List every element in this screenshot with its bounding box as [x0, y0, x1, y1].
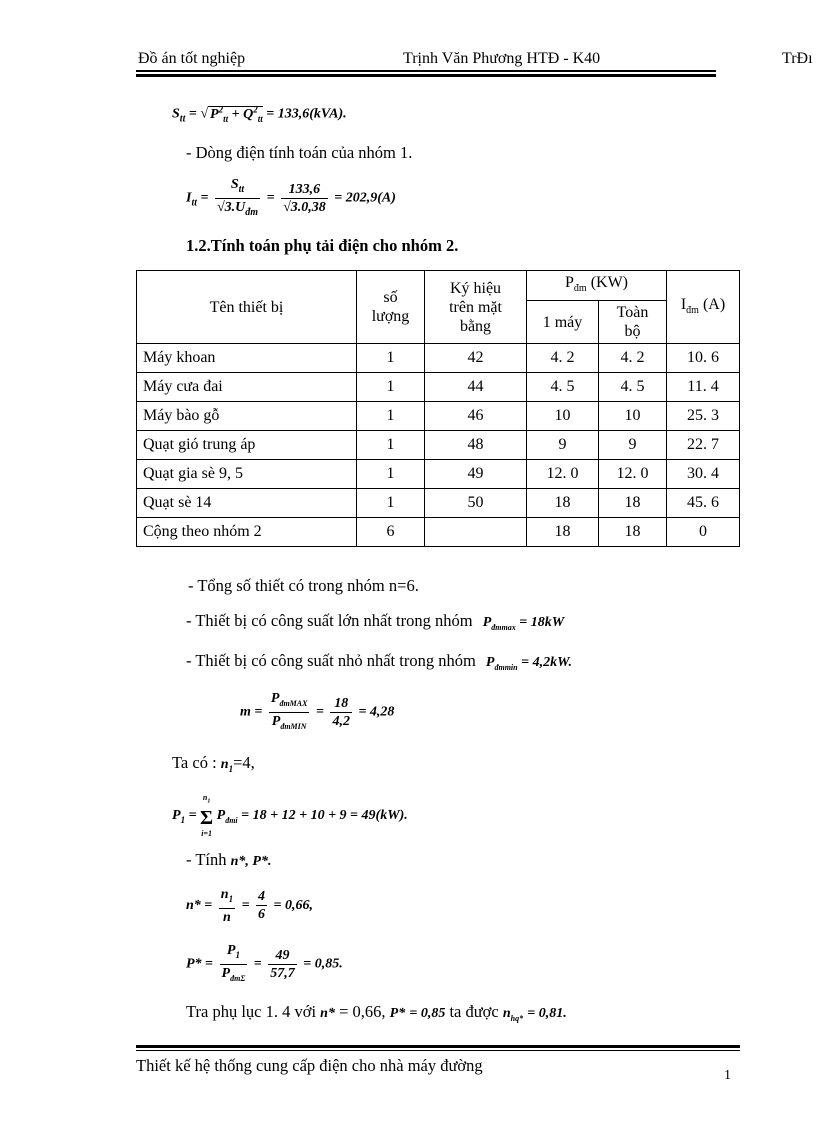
footer-text: Thiết kế hệ thống cung cấp điện cho nhà máy đường	[136, 1056, 483, 1075]
header-rule-thick	[136, 74, 716, 77]
body-tinh: - Tính n*, P*.	[186, 850, 272, 869]
body-taco: Ta có : $n_1=4$,	[172, 753, 255, 774]
equipment-table	[136, 270, 740, 547]
formula-m: m = $\frac{P_{đmMAX}}{P_{đmMIN}}$ = $\frac{18}{4,2}$ = 4,28	[240, 691, 395, 731]
header-center: Trịnh Văn Phương HTĐ - K40	[403, 50, 601, 67]
table-row: Quạt sè 14 1 50 18 18 45. 6	[137, 489, 740, 518]
formula-nstar: n* = $\frac{n_1}{n}$ = $\frac{4}{6}$ = 0,66,	[186, 887, 314, 925]
section-title: 1.2.Tính toán phụ tải điện cho nhóm 2.	[186, 236, 459, 255]
col-header-power-one: 1 máy	[527, 301, 599, 344]
body-last-line: Tra phụ lục 1. 4 với n* = 0,66, P* = 0,85 ta được $n_{hq*} = 0,81$.	[186, 1002, 567, 1023]
table-row: Quạt gió trung áp 1 48 9 9 22. 7	[137, 431, 740, 460]
body-line-max: - Thiết bị có công suất lớn nhất trong nhóm $P_{đmmax} = 18kW$	[186, 611, 565, 632]
table-row-total: Cộng theo nhóm 2 6 18 18 0	[137, 518, 740, 547]
formula-pstar: P* = $\frac{P_1}{P_{đm\Sigma}}$ = $\frac{49}{57,7}$ = 0,85.	[186, 943, 343, 983]
table-row: Máy cưa đai 1 44 4. 5 4. 5 11. 4	[137, 373, 740, 402]
footer-rule-thick	[136, 1045, 740, 1048]
header-rule-thin	[136, 70, 716, 72]
page-number: 1	[724, 1068, 731, 1083]
table-row: Máy bào gỗ 1 46 10 10 25. 3	[137, 402, 740, 431]
footer-rule-thin	[136, 1050, 740, 1051]
formula-p1: $P_1$ = $n_1$ Σ i=1 $P_{đmi} = 18 + 12 + 10 + 9 = 49(kW)$.	[172, 793, 408, 838]
col-header-qty: số lượng	[357, 271, 425, 344]
col-header-name: Tên thiết bị	[137, 271, 357, 344]
current-label: - Dòng điện tính toán của nhóm 1.	[186, 143, 413, 162]
col-header-current: $I_{đm}$ (A)	[667, 271, 740, 344]
col-header-symbol: Ký hiệu trên mặt bằng	[425, 271, 527, 344]
formula-itt: $I_{tt}$ = $\frac{S_{tt}}{√3.U_{đm}}$ = $\frac{133,6}{√3.0,38}$ = 202,9(A)	[186, 177, 396, 218]
col-header-power: $P_{đm}$ (KW)	[527, 271, 667, 301]
body-line-min: - Thiết bị có công suất nhỏ nhất trong nhóm $P_{đmmin} = 4,2kW$.	[186, 651, 572, 672]
formula-stt: $S_{tt}$ = √ $P^2_{tt} + Q^2_{tt} = 133,6(kVA)$.	[172, 104, 347, 125]
header-right: TrĐı	[782, 50, 813, 67]
table-row: Máy khoan 1 42 4. 2 4. 2 10. 6	[137, 344, 740, 373]
header-left: Đồ án tốt nghiệp	[138, 50, 246, 67]
table-row: Quạt gia sè 9, 5 1 49 12. 0 12. 0 30. 4	[137, 460, 740, 489]
col-header-power-all: Toàn bộ	[599, 301, 667, 344]
body-line-total: - Tổng số thiết có trong nhóm n=6.	[188, 576, 419, 595]
